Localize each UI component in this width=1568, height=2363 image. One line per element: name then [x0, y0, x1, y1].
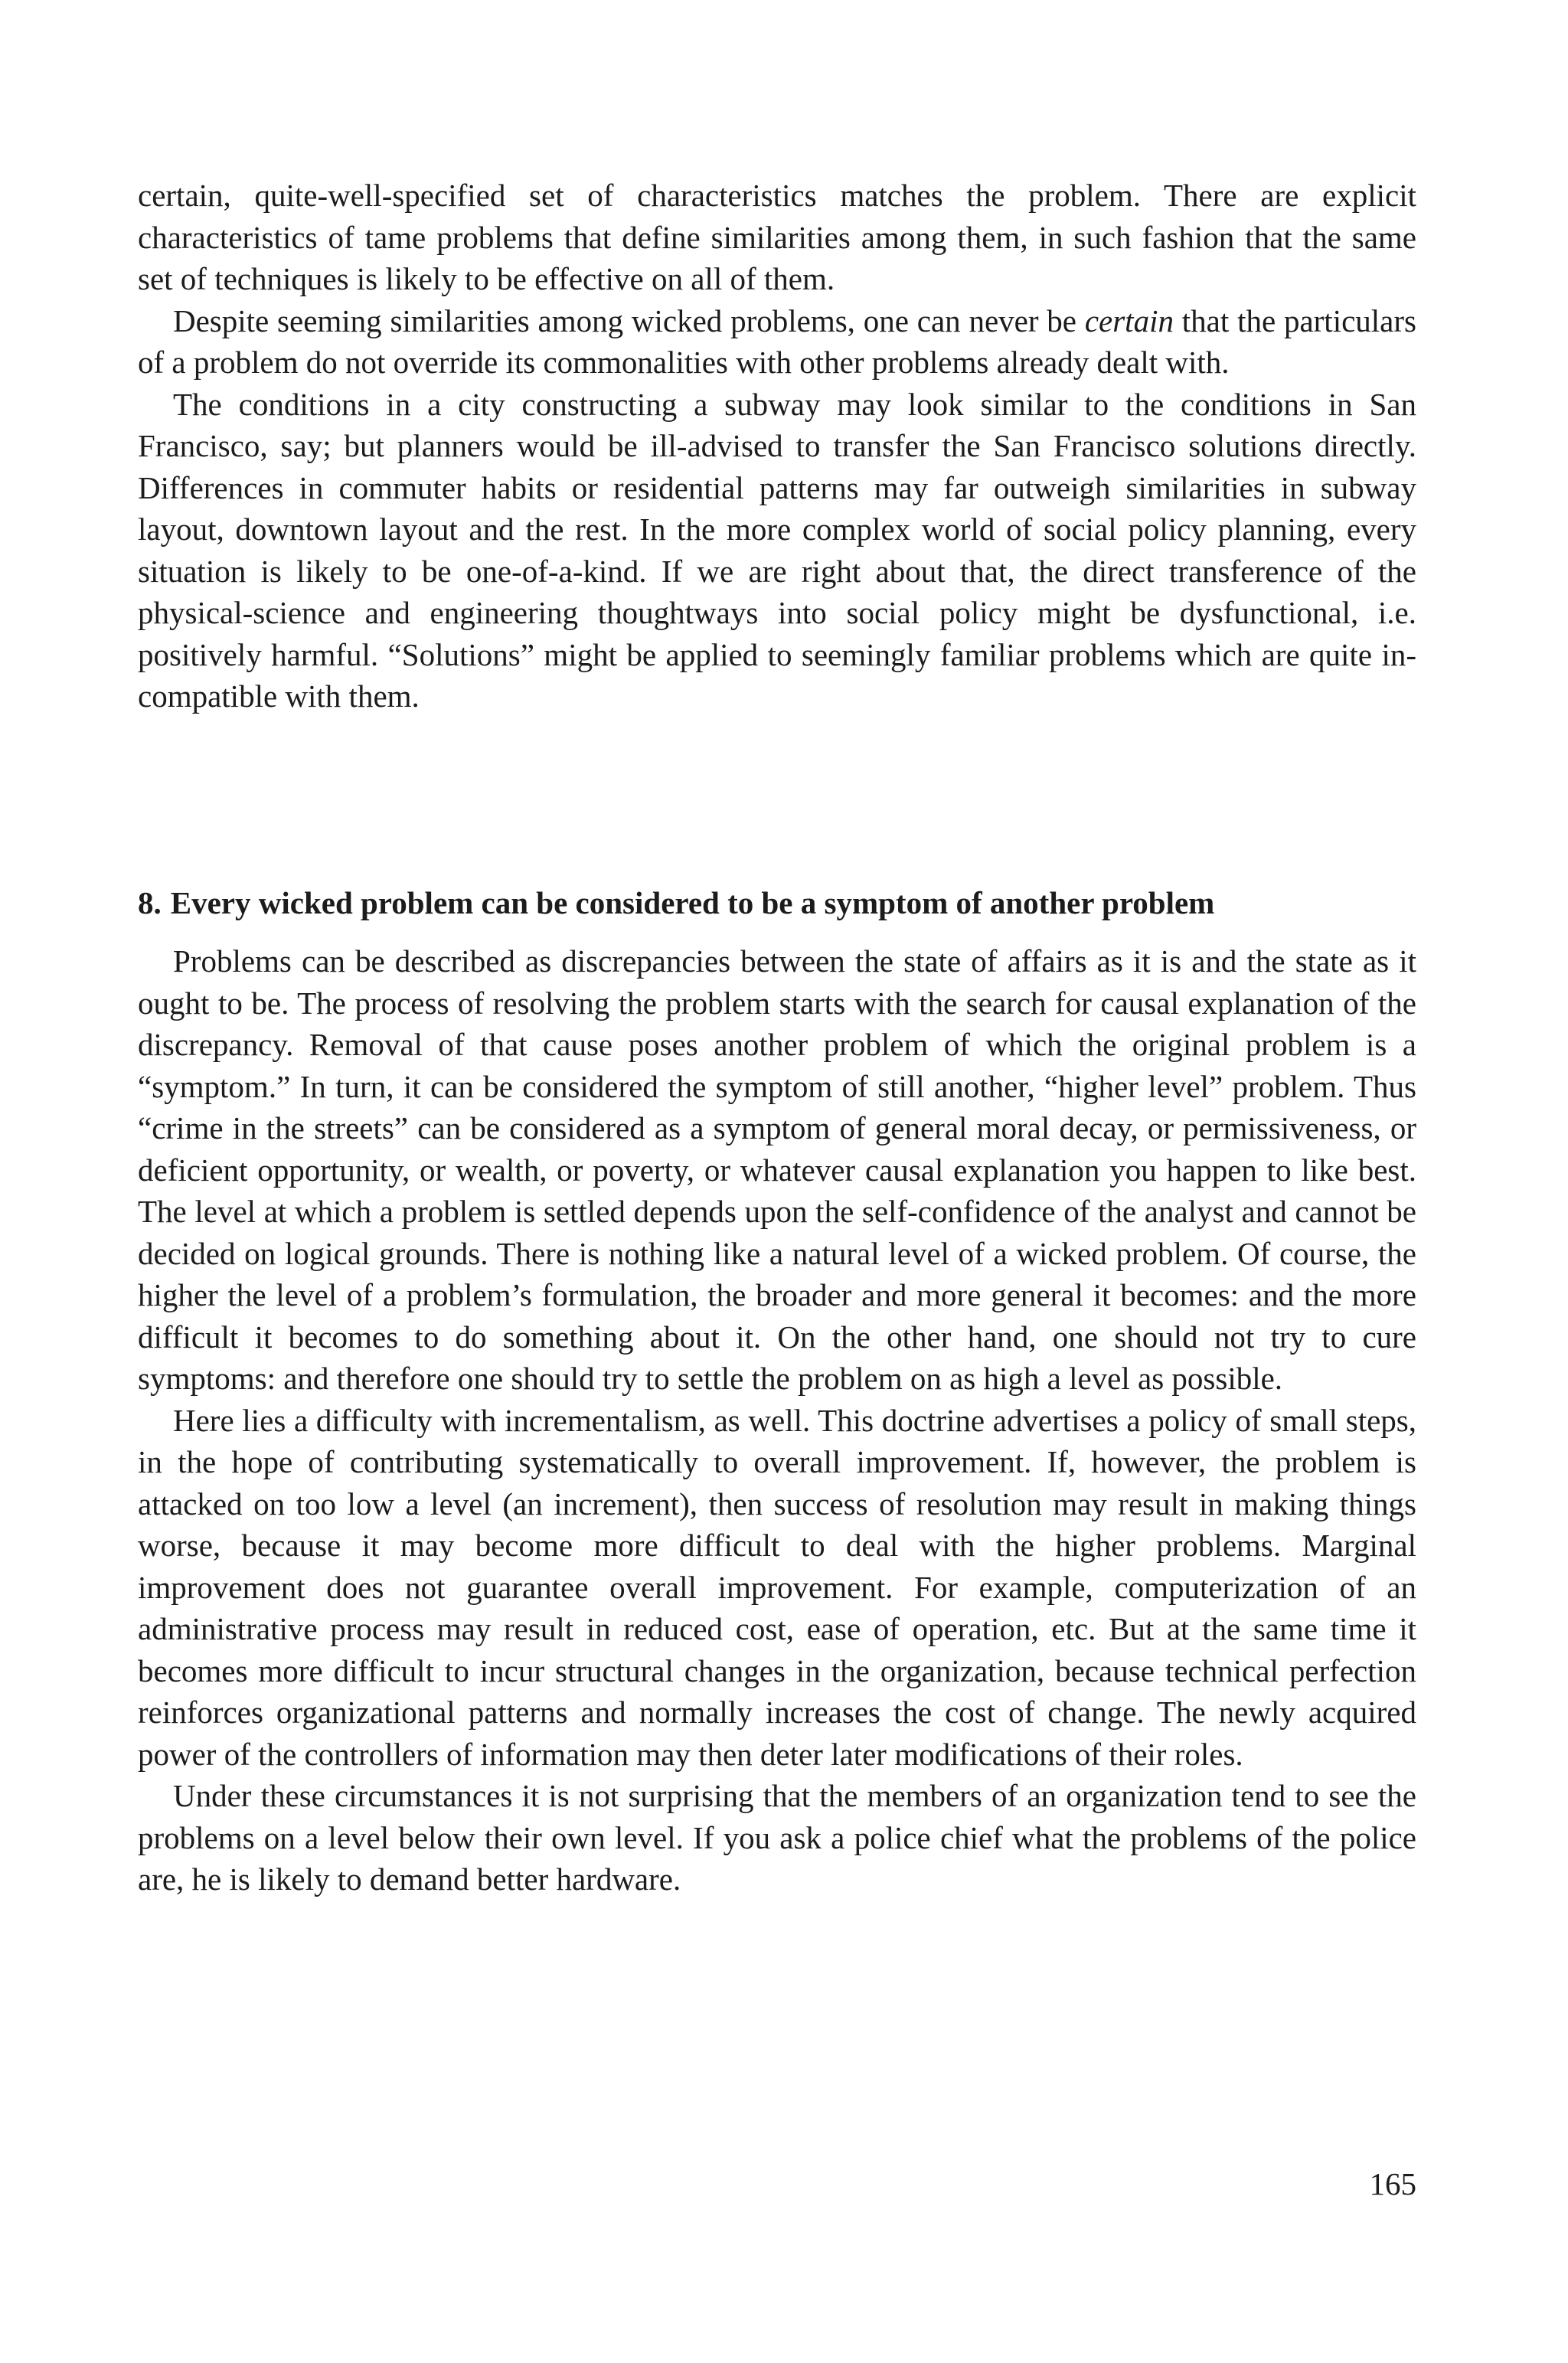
paragraph-discrepancies: Problems can be described as discrepancies between the state of affairs as it is and the state as it ought to be. The process of resolving the problem starts with the search for causal explanation of the discrepancy. Removal of that cause poses another problem of which the original problem is a “symptom.” In turn, it can be considered the symptom of still another, “higher level” problem. Thus “crime in the streets” can be considered as a symptom of general moral decay, or permissiveness, or deficient opportunity, or wealth, or poverty, or whatever causal explanation you happen to like best. The level at which a problem is settled depends upon the self-confidence of the analyst and cannot be decided on logical grounds. There is nothing like a natural level of a wicked problem. Of course, the higher the level of a problem’s formulation, the broader and more general it becomes: and the more difficult it becomes to do something about it. On the other hand, one should not try to cure symptoms: and therefore one should try to settle the problem on as high a level as possible.	[138, 943, 1416, 1396]
paragraph-wicked-similarities	[138, 300, 1416, 384]
top-text-block	[138, 175, 1416, 717]
emphasis-word: certain	[1084, 302, 1174, 338]
paragraph-tail: that the particulars of a problem do not override its commonalities with other problems already dealt with.	[138, 302, 1416, 380]
section-heading	[138, 882, 1416, 923]
section-number: 8.	[138, 885, 162, 920]
paragraph-incrementalism: Here lies a difficulty with incrementalism, as well. This doctrine advertises a policy of small steps, in the hope of contributing systematically to overall improvement. If, however, the problem is attacked on too low a level (an increment), then success of resolution may result in making things worse, because it may become more difficult to deal with the higher problems. Marginal improvement does not guarantee overall improvement. For example, computerization of an administrative process may result in reduced cost, ease of operation, etc. But at the same time it becomes more difficult to incur structural changes in the organization, because technical perfection reinforces organizational patterns and normally increases the cost of change. The newly acquired power of the controllers of information may then deter later modifications of their roles.	[138, 1402, 1416, 1772]
section-8-body	[138, 940, 1416, 1901]
paragraph-continued: certain, quite-well-specified set of characteristics matches the problem. There are explicit characteristics of tame problems that define similarities among them, in such fashion that the same set of techniques is likely to be effective on all of them.	[138, 178, 1416, 296]
paragraph-organization-levels: Under these circumstances it is not surprising that the members of an organization tend to see the problems on a level below their own level. If you ask a police chief what the problems of the police are, he is likely to demand better hardware.	[138, 1778, 1416, 1897]
paragraph-subway-example: The conditions in a city constructing a subway may look similar to the conditions in San Francisco, say; but planners would be ill-advised to transfer the San Francisco solutions directly. Differences in commuter habits or residential patterns may far outweigh similarities in subway layout, downtown layout and the rest. In the more complex world of social policy planning, every situation is likely to be one-of-a-kind. If we are right about that, the direct transference of the physical-science and engineering thoughtways into social policy might be dysfunctional, i.e. positively harmful. “Solutions” might be applied to seemingly familiar problems which are quite incompatible with them.	[138, 386, 1416, 714]
page-number: 165	[1369, 2166, 1416, 2201]
section-title: Every wicked problem can be considered to be a symptom of another problem	[170, 885, 1215, 920]
paragraph-lead: Despite seeming similarities among wicked problems, one can never be	[173, 302, 1085, 338]
